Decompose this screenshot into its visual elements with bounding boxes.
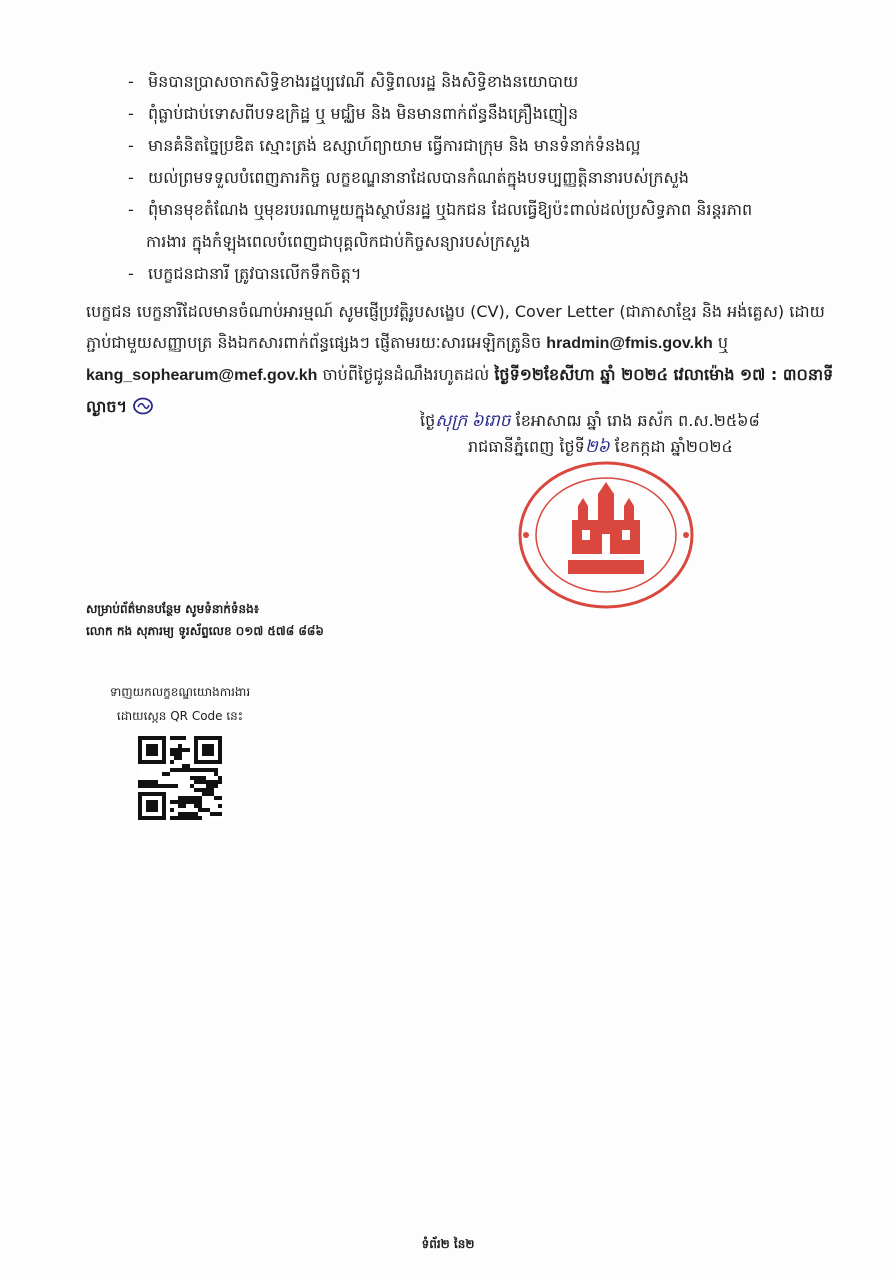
list-item: - មានគំនិតច្នៃប្រឌិត ស្មោះត្រង់ ឧស្សាហ៍ព្យាយាម ធ្វើការជាក្រុម និង មានទំនាក់ទំនងល្អ — [128, 136, 641, 155]
qr-code[interactable] — [138, 736, 222, 820]
handwritten-solar-day: ២៦ — [584, 437, 610, 456]
date-block — [420, 408, 760, 460]
requirements-list — [128, 66, 828, 290]
email-link-kang-sophearum[interactable]: kang_sophearum@mef.gov.kh — [86, 367, 318, 384]
handwritten-lunar-day: សុក្រ ៦រោច — [435, 411, 511, 430]
list-item: - ពុំធ្លាប់ជាប់ទោសពីបទឧក្រិដ្ឋ ឬ មជ្ឈិម និង មិនមានពាក់ព័ន្ធនឹងគ្រឿងញៀន — [128, 104, 579, 123]
contact-info: សម្រាប់ព័ត៌មានបន្ថែម សូមទំនាក់ទំនង៖ លោក កង សុភារម្យ ទូរស័ព្ទលេខ ០១៧ ៥៧៨ ៨៨៦ — [86, 602, 324, 638]
lunar-date: ថ្ងៃសុក្រ ៦រោច ខែអាសាឍ ឆ្នាំ រោង ឆស័ក ព.ស.២៥៦៨ — [420, 411, 760, 430]
list-item-continuation: ការងារ ក្នុងកំឡុងពេលបំពេញជាបុគ្គលិកជាប់កិច្ចសន្យារបស់ក្រសួង — [146, 232, 531, 251]
email-link-hradmin[interactable]: hradmin@fmis.gov.kh — [546, 335, 713, 352]
list-item: - យល់ព្រមទទួលបំពេញភារកិច្ច លក្ខខណ្ឌនានាដែលបានកំណត់ក្នុងបទប្បញ្ញត្តិនានារបស់ក្រសួង — [128, 168, 689, 187]
list-item: - មិនបានប្រាសចាកសិទ្ធិខាងរដ្ឋប្បវេណី សិទ្ធិពលរដ្ឋ និងសិទ្ធិខាងនយោបាយ — [128, 72, 579, 91]
application-instructions: បេក្ខជន បេក្ខនារីដែលមានចំណាប់អារម្មណ៍ សូមផ្ញើប្រវត្តិរូបសង្ខេប (CV), Cover Letter (ជាភាសាខ្មែរ និង អង់គ្លេស) ដោយភ្ជាប់ជាមួយសញ្ញាបត្រ និងឯកសារពាក់ព័ន្ធផ្សេងៗ ផ្ញើតាមរយៈសារអេឡិកត្រូនិច hradmin@fmis.gov.kh ឬ kang_sophearum@mef.gov.kh ចាប់ពីថ្ងៃជូនដំណឹងរហូតដល់ ថ្ងៃទី១២ខែសីហា ឆ្នាំ ២០២៤ វេលាម៉ោង ១៧ : ៣០នាទីល្ងាច។ — [86, 302, 834, 416]
deadline: ថ្ងៃទី១២ខែសីហា ឆ្នាំ ២០២៤ វេលាម៉ោង ១៧ : ៣០នាទីល្ងាច។ — [86, 365, 834, 416]
list-item: - ពុំមានមុខតំណែង ឬមុខរបរណាមួយក្នុងស្ថាប័នរដ្ឋ ឬឯកជន ដែលធ្វើឱ្យប៉ះពាល់ដល់ប្រសិទ្ធភាព និរន្តរភាព ការងារ ក្នុងកំឡុងពេលបំពេញជាបុគ្គលិកជាប់កិច្ចសន្យារបស់ក្រសួង — [128, 194, 828, 258]
official-seal-icon — [514, 460, 698, 610]
qr-caption: ទាញយកលក្ខខណ្ឌយោងការងារ ដោយស្កេន QR Code នេះ — [109, 685, 251, 723]
solar-date: រាជធានីភ្នំពេញ ថ្ងៃទី២៦ ខែកក្កដា ឆ្នាំ២០២៤ — [468, 437, 733, 456]
list-item: - បេក្ខជនជានារី ត្រូវបានលើកទឹកចិត្ត។ — [128, 264, 362, 283]
page-number: ទំព័រ២ នៃ២ — [421, 1237, 475, 1251]
handwritten-mark-icon — [132, 397, 154, 415]
